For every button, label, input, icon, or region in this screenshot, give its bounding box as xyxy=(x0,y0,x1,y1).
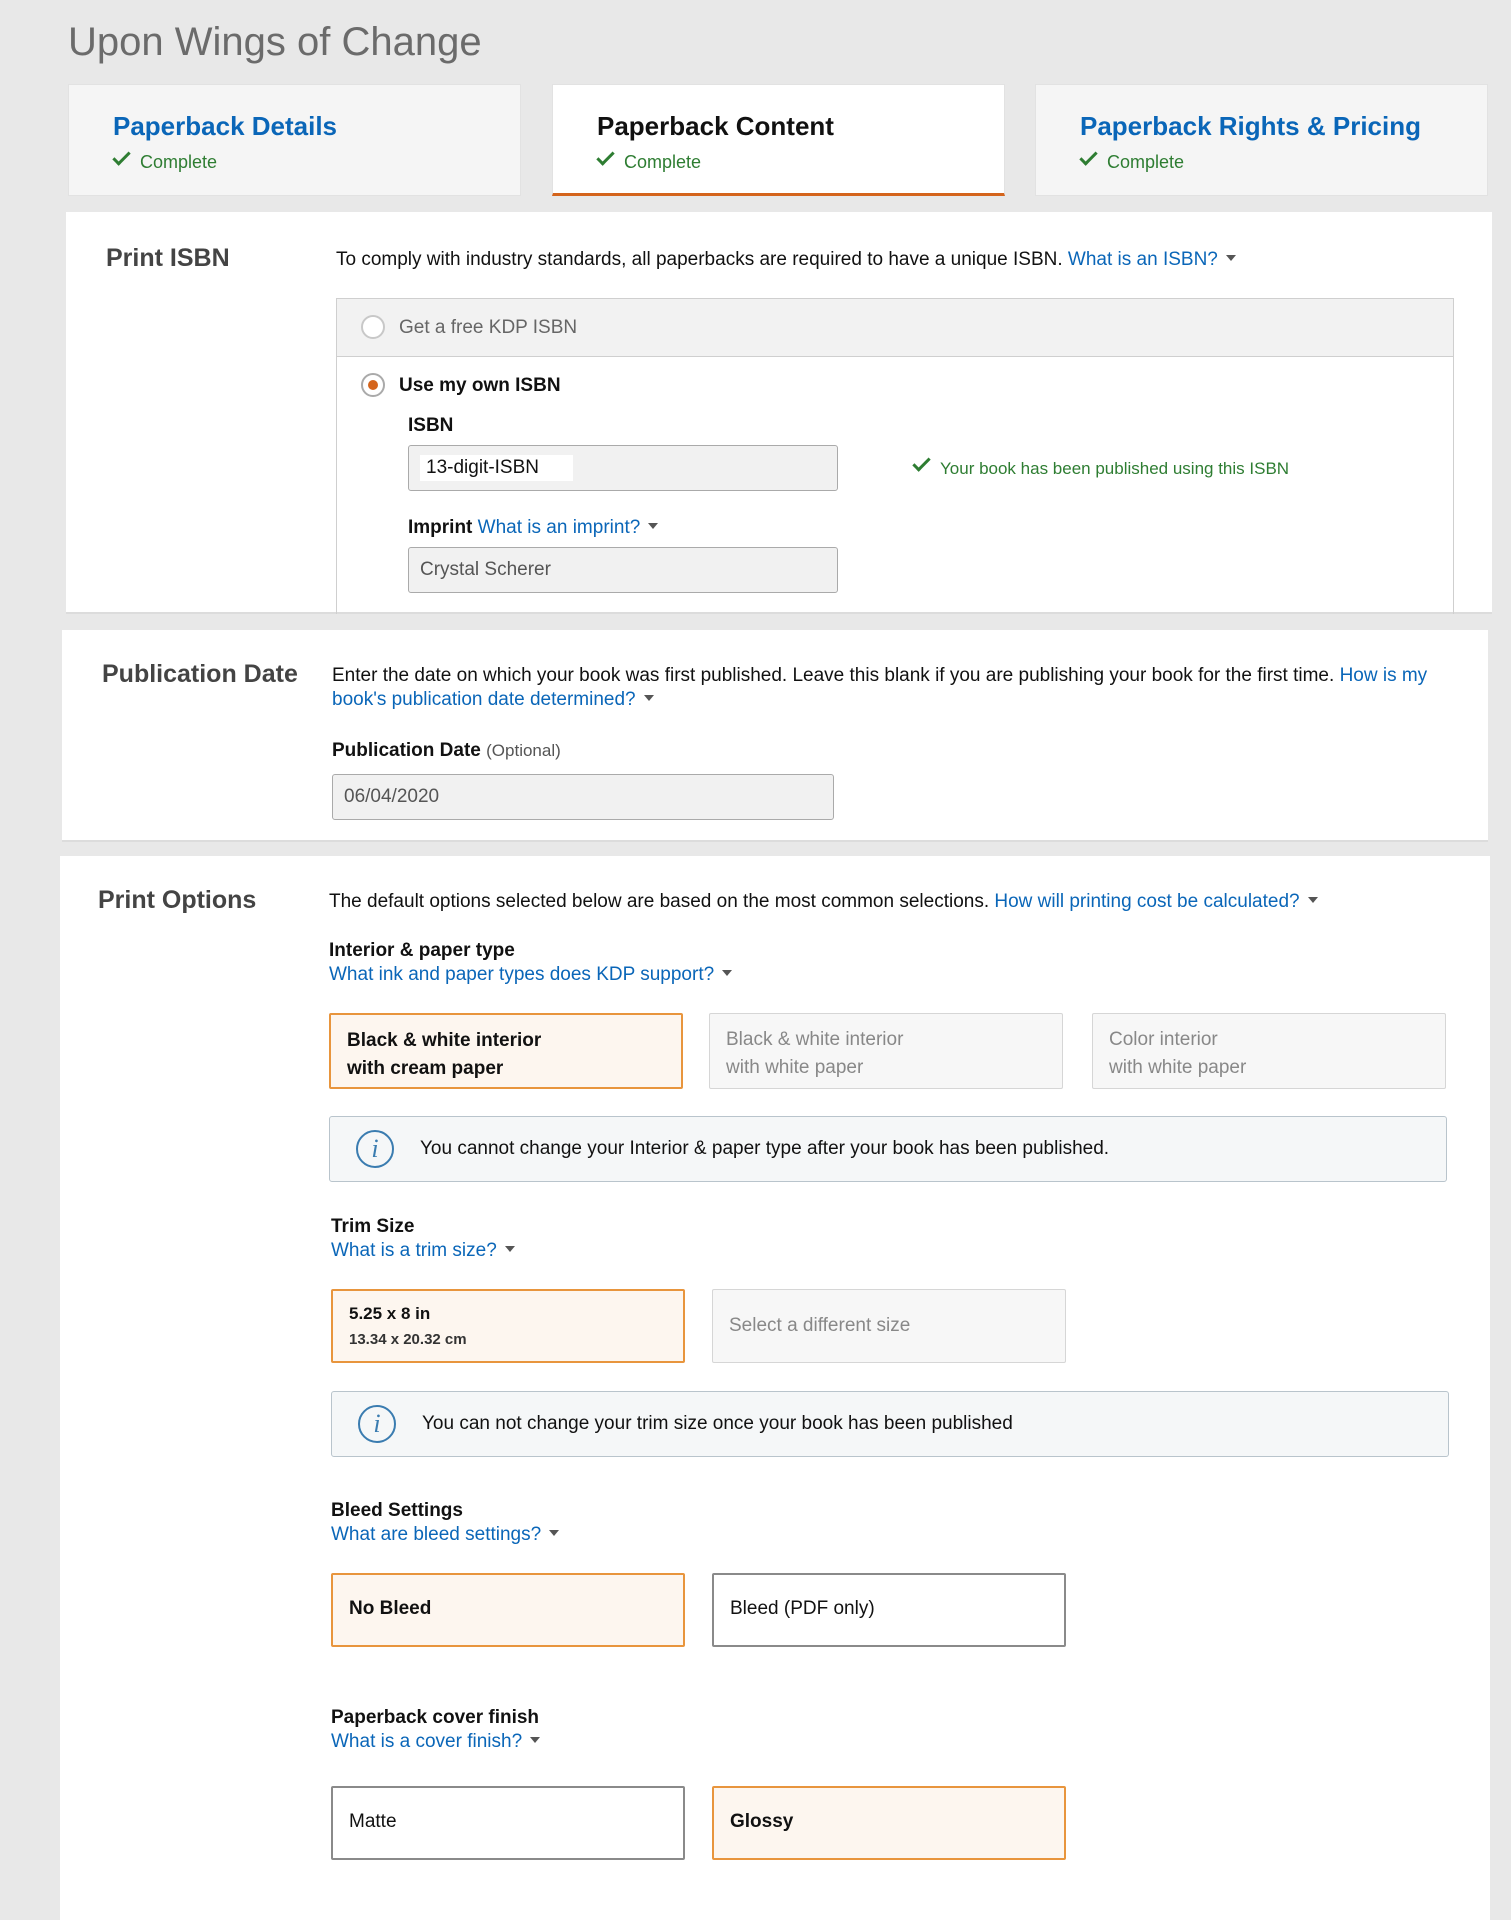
chevron-down-icon xyxy=(644,695,654,701)
bleed-settings-label: Bleed Settings xyxy=(331,1500,463,1521)
tab-status: Complete xyxy=(1080,151,1184,173)
tab-status: Complete xyxy=(597,151,701,173)
tab-label: Paperback Details xyxy=(113,111,338,141)
free-isbn-radio[interactable] xyxy=(361,315,385,339)
isbn-input[interactable]: 13-digit-ISBN xyxy=(408,445,838,491)
print-options-intro: The default options selected below are based on the most common selections. How will printing cost be calculated? xyxy=(329,890,1318,914)
isbn-intro: To comply with industry standards, all paperbacks are required to have a unique ISBN. What is an ISBN? xyxy=(336,248,1236,272)
tab-label: Paperback Rights & Pricing xyxy=(1080,111,1421,141)
interior-help-row xyxy=(329,964,732,986)
info-icon: i xyxy=(358,1405,396,1443)
chevron-down-icon xyxy=(1308,897,1318,903)
pubdate-field-label: Publication Date (Optional) xyxy=(332,740,561,761)
publication-date-section xyxy=(62,630,1488,842)
free-isbn-label: Get a free KDP ISBN xyxy=(399,317,578,338)
isbn-options-box xyxy=(336,298,1454,614)
glossy-option[interactable]: Glossy xyxy=(712,1786,1066,1860)
page-title: Upon Wings of Change xyxy=(68,20,482,64)
chevron-down-icon xyxy=(505,1246,515,1252)
own-isbn-label: Use my own ISBN xyxy=(399,375,561,396)
chevron-down-icon xyxy=(530,1737,540,1743)
check-icon xyxy=(1079,147,1097,165)
cover-help-link[interactable]: What is a cover finish? xyxy=(331,1731,523,1752)
imprint-help-link[interactable]: What is an imprint? xyxy=(477,517,641,538)
pubdate-help-link[interactable]: How is my book's publication date determined? xyxy=(332,665,1428,710)
tab-label: Paperback Content xyxy=(597,111,834,141)
publication-date-input[interactable]: 06/04/2020 xyxy=(332,774,834,820)
printing-cost-help-link[interactable]: How will printing cost be calculated? xyxy=(994,891,1300,912)
trim-help-link[interactable]: What is a trim size? xyxy=(331,1240,497,1261)
section-label: Publication Date xyxy=(102,660,298,688)
print-isbn-section xyxy=(66,212,1492,614)
no-bleed-option[interactable]: No Bleed xyxy=(331,1573,685,1647)
isbn-help-link[interactable]: What is an ISBN? xyxy=(1067,249,1218,270)
isbn-label: ISBN xyxy=(408,415,454,436)
trim-info-box: i You can not change your trim size once your book has been published xyxy=(331,1391,1449,1457)
trim-help-row xyxy=(331,1240,515,1262)
section-label: Print ISBN xyxy=(106,244,230,272)
imprint-label-row: Imprint What is an imprint? xyxy=(408,517,658,539)
own-isbn-radio[interactable] xyxy=(361,373,385,397)
cover-help-row xyxy=(331,1731,540,1753)
interior-label: Interior & paper type xyxy=(329,940,515,961)
interior-option-bw-cream[interactable]: Black & white interior with cream paper xyxy=(329,1013,683,1089)
interior-info-box: i You cannot change your Interior & paper type after your book has been published. xyxy=(329,1116,1447,1182)
cover-finish-label: Paperback cover finish xyxy=(331,1707,540,1728)
bleed-help-row xyxy=(331,1524,559,1546)
tab-status: Complete xyxy=(113,151,217,173)
chevron-down-icon xyxy=(549,1530,559,1536)
check-icon xyxy=(596,147,614,165)
imprint-input[interactable]: Crystal Scherer xyxy=(408,547,838,593)
free-isbn-option[interactable] xyxy=(337,299,1453,357)
print-options-section xyxy=(60,856,1490,1920)
matte-option[interactable]: Matte xyxy=(331,1786,685,1860)
bleed-pdf-option[interactable]: Bleed (PDF only) xyxy=(712,1573,1066,1647)
interior-option-color-white[interactable]: Color interior with white paper xyxy=(1092,1013,1446,1089)
check-icon xyxy=(112,147,130,165)
bleed-help-link[interactable]: What are bleed settings? xyxy=(331,1524,542,1545)
trim-size-selected[interactable]: 5.25 x 8 in 13.34 x 20.32 cm xyxy=(331,1289,685,1363)
pubdate-intro: Enter the date on which your book was first published. Leave this blank if you are publishing your book for the first time. How is my book's publication date determined? xyxy=(332,665,1428,710)
interior-option-bw-white[interactable]: Black & white interior with white paper xyxy=(709,1013,1063,1089)
chevron-down-icon xyxy=(1226,255,1236,261)
isbn-published-message: Your book has been published using this ISBN xyxy=(913,457,1289,479)
section-label: Print Options xyxy=(98,886,257,914)
tab-paperback-content[interactable] xyxy=(552,84,1005,196)
tab-paperback-rights-pricing[interactable] xyxy=(1035,84,1488,196)
chevron-down-icon xyxy=(648,523,658,529)
check-icon xyxy=(912,453,930,471)
info-icon: i xyxy=(356,1130,394,1168)
tab-paperback-details[interactable] xyxy=(68,84,521,196)
trim-size-label: Trim Size xyxy=(331,1216,415,1237)
interior-help-link[interactable]: What ink and paper types does KDP support? xyxy=(329,964,715,985)
chevron-down-icon xyxy=(722,970,732,976)
select-different-size-button[interactable]: Select a different size xyxy=(712,1289,1066,1363)
